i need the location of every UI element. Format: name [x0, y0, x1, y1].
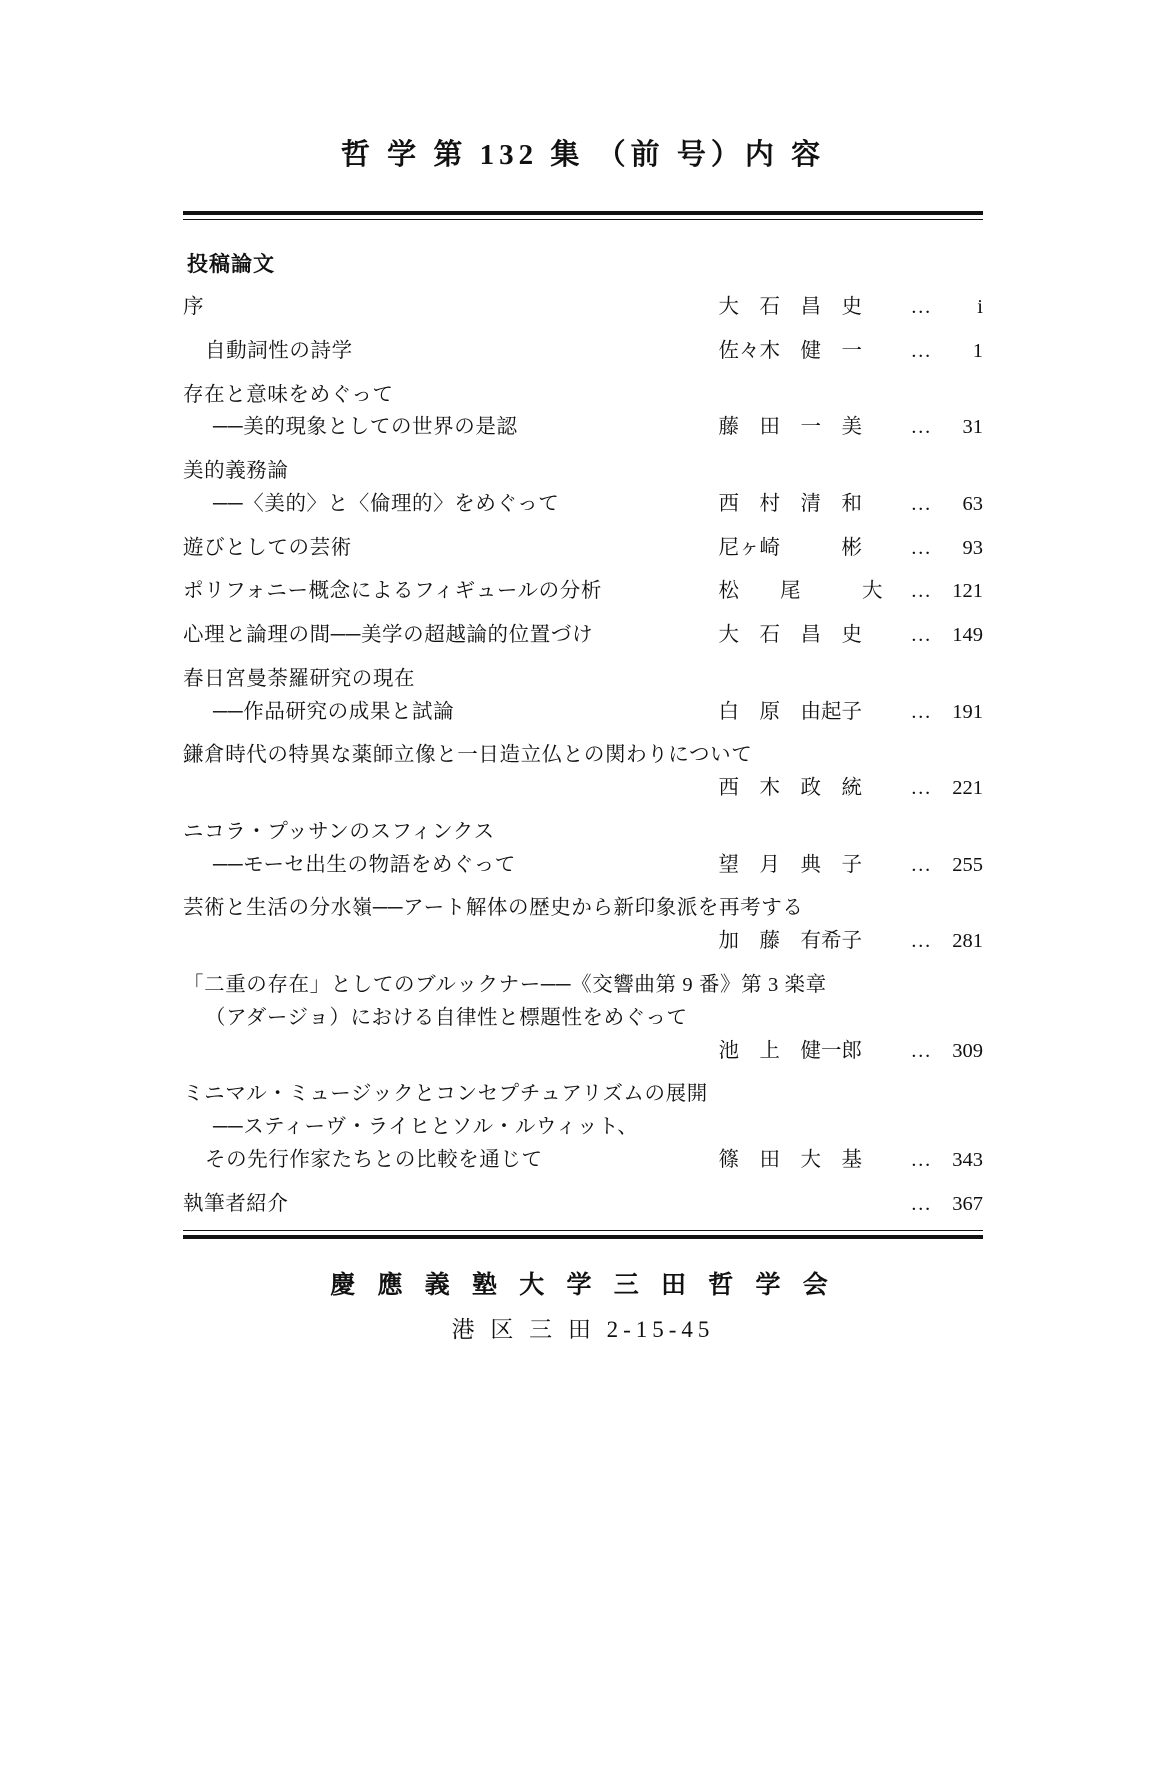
toc-entry-title: 執筆者紹介: [183, 1192, 289, 1215]
toc-entry-meta: [719, 412, 984, 444]
toc-entry-author: 加 藤 有希子: [718, 930, 862, 953]
toc-entry-author: 大 石 昌 史: [718, 624, 862, 647]
toc-entry-page: 255: [952, 853, 983, 876]
toc-entry-meta: [719, 697, 984, 729]
divider-top: [183, 211, 983, 220]
toc-entry-leader: …: [910, 1148, 931, 1171]
toc-entry-leader: …: [910, 580, 931, 603]
toc-entry-meta: [719, 926, 984, 958]
toc-entry-page: 93: [962, 536, 983, 559]
toc-entry-leader: …: [910, 777, 931, 800]
toc-entry-author: 松 尾 大: [718, 580, 883, 603]
toc-entry-title: 存在と意味をめぐって: [183, 383, 394, 406]
toc-entry-meta: [719, 489, 984, 521]
toc-entry-meta: [719, 336, 984, 368]
toc-entry-subtitle: ──美的現象としての世界の是認: [213, 416, 518, 439]
toc-entry-title: 芸術と生活の分水嶺──アート解体の歴史から新印象派を再考する: [183, 897, 804, 920]
toc-entry-title: 遊びとしての芸術: [183, 536, 352, 559]
toc-entry-leader: …: [910, 339, 931, 362]
toc-entry: [183, 664, 983, 729]
toc-entry-subtitle: その先行作家たちとの比較を通じて: [205, 1148, 543, 1171]
toc-entry-title: 自動詞性の詩学: [205, 339, 353, 362]
toc-entry-leader: …: [910, 700, 931, 723]
table-of-contents: [183, 220, 983, 1220]
toc-entry-meta: [719, 1189, 984, 1221]
toc-entry-subtitle: ──〈美的〉と〈倫理的〉をめぐって: [213, 492, 560, 515]
toc-entry: [183, 336, 983, 368]
toc-entry-subtitle: ──スティーヴ・ライヒとソル・ルウィット、: [213, 1116, 639, 1139]
footer: [183, 1265, 983, 1344]
toc-entry-title: ミニマル・ミュージックとコンセプチュアリズムの展開: [183, 1083, 708, 1106]
toc-entry-title: ニコラ・プッサンのスフィンクス: [183, 820, 495, 843]
toc-entry-page: 281: [952, 930, 983, 953]
toc-entry-leader: …: [910, 416, 931, 439]
toc-entry-meta: [719, 292, 984, 324]
toc-entry-author: 望 月 典 子: [718, 853, 862, 876]
toc-entry: [183, 1079, 983, 1176]
toc-entry-author: 白 原 由起子: [718, 700, 862, 723]
toc-entry-page: 31: [962, 416, 983, 439]
toc-entry-page: i: [977, 296, 983, 318]
toc-entry: [183, 576, 983, 608]
toc-entry-subtitle: ──モーセ出生の物語をめぐって: [213, 853, 516, 876]
toc-entry-title: 序: [183, 296, 205, 318]
divider-bottom: [183, 1230, 983, 1239]
toc-entry-page: 221: [952, 777, 983, 800]
document-page: [0, 132, 1166, 1786]
toc-entry-meta: [719, 1036, 984, 1068]
toc-entry-page: 367: [952, 1192, 983, 1215]
toc-entry-leader: …: [910, 930, 931, 953]
toc-entry: [183, 292, 983, 324]
toc-entry-meta: [719, 1145, 984, 1177]
toc-entry-author: 西 村 清 和: [718, 492, 862, 515]
toc-entry-meta: [719, 850, 984, 882]
toc-entry-meta: [719, 533, 984, 565]
toc-entry-subtitle: ──作品研究の成果と試論: [213, 700, 455, 723]
toc-entry-author: 尼ヶ崎 彬: [718, 536, 862, 559]
toc-entry-leader: …: [910, 492, 931, 515]
toc-entry-page: 63: [962, 492, 983, 515]
toc-entry-leader: …: [910, 1039, 931, 1062]
toc-entry: [183, 380, 983, 445]
toc-entry-page: 191: [952, 700, 983, 723]
toc-entry-title: 「二重の存在」としてのブルックナー──《交響曲第 9 番》第 3 楽章: [183, 974, 827, 997]
toc-entry-page: 343: [952, 1148, 983, 1171]
toc-entry-leader: …: [910, 624, 931, 647]
section-label-submitted-papers: 投稿論文: [187, 252, 275, 276]
toc-entry-meta: [719, 620, 984, 652]
toc-entry-author: 池 上 健一郎: [718, 1039, 862, 1062]
toc-entry-page: 121: [952, 580, 983, 603]
toc-entry-leader: …: [910, 536, 931, 559]
toc-entry-title: 心理と論理の間──美学の超越論的位置づけ: [183, 624, 594, 647]
publisher-name: 慶 應 義 塾 大 学 三 田 哲 学 会: [330, 1272, 836, 1300]
publisher-address: 港 区 三 田 2-15-45: [451, 1317, 715, 1343]
toc-entry: [183, 740, 983, 805]
toc-entry-leader: …: [910, 853, 931, 876]
toc-entry-page: 1: [972, 339, 983, 362]
toc-entry-page: 309: [952, 1039, 983, 1062]
toc-entry-author: 大 石 昌 史: [718, 296, 862, 318]
toc-entry-title: 美的義務論: [183, 460, 289, 483]
toc-entry-title: 鎌倉時代の特異な薬師立像と一日造立仏との関わりについて: [183, 744, 753, 767]
toc-entry-title: 春日宮曼荼羅研究の現在: [183, 667, 416, 690]
toc-entry: [183, 456, 983, 521]
toc-entry-page: 149: [952, 624, 983, 647]
toc-entry-meta: [719, 773, 984, 805]
toc-entry-author: 篠 田 大 基: [718, 1148, 862, 1171]
toc-entry: [183, 970, 983, 1067]
toc-entry-subtitle: （アダージョ）における自律性と標題性をめぐって: [205, 1006, 688, 1029]
toc-entry-title: ポリフォニー概念によるフィギュールの分析: [183, 580, 602, 603]
toc-entry: [183, 620, 983, 652]
toc-entry-meta: [719, 576, 984, 608]
toc-entry-author: 藤 田 一 美: [718, 416, 862, 439]
toc-entry: [183, 533, 983, 565]
toc-entry: [183, 817, 983, 882]
toc-entry-leader: …: [910, 296, 931, 318]
page-title: 哲 学 第 132 集 （前 号）内 容: [340, 139, 826, 171]
toc-entry: [183, 1189, 983, 1221]
toc-entry-author: 西 木 政 統: [718, 777, 862, 800]
toc-entry: [183, 893, 983, 958]
toc-entry-author: 佐々木 健 一: [718, 339, 862, 362]
toc-entry-leader: …: [910, 1192, 931, 1215]
